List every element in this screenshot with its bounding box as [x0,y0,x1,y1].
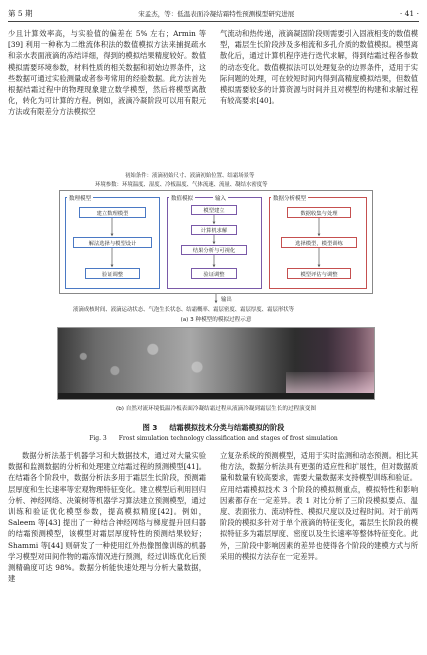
figure-3 [55,171,377,419]
figure-initial-conditions: 初始条件：液滴初始尺寸、液滴初始位置、结霜场景等 [125,173,255,179]
subcaption-a: (a) 3 种模型的模拟过程示意 [180,317,252,323]
numerical-sim-step-1: 模型建立 [191,205,237,215]
running-title: 宋孟杰，等：低温表面冷凝结霜特性预测模型研究进展 [138,10,295,18]
data-analysis-step-3: 模型评估与调整 [287,268,351,279]
figure-environment-params: 环境参数：环境温度、湿度、冷板温度、气体流速、流量、凝结水密度等 [95,182,268,188]
output-label: 输出 [221,297,232,303]
numerical-sim-step-3: 结果分析与可视化 [181,245,247,255]
issue-number: 第 5 期 [8,9,33,18]
numerical-sim-step-4: 验证调整 [191,268,237,279]
math-model-step-2: 解法选择与模型设计 [73,237,152,248]
body-text-bottom-left: 数据分析法基于机器学习和大数据技术，通过对大量实验数据和监测数据的分析和处理建立结霜过程的预测模型[41]。在结霜各个阶段中，数据分析法多用于霜层生长阶段，预测霜层厚度和生长速率等宏观物理特征变化。建立模型后利用回归分析、神经网络、决策树等机器学习算法建立预测模型，通过训练和验证优化模型参数，提高模拟精度[42]。例如，Saleem 等[43] 提出了一种结合神经网络与梯度提升回归器的结霜预测模型，该模型对霜层厚度特性的预测结果较好；Shammi 等[44] 则研发了一种使用红外热像图像训练的机器学习模型对田间作物的霜冻情况进行预测，经过训练优化后预测精确度可达 98%。数据分析能快速处理与分析大量数据，建 [8,451,206,584]
figure-caption-en-label: Fig. 3 [89,435,107,442]
frost-evolution-photo-strip [57,327,375,400]
figure-outputs: 液滴成核时间、液滴运动状态、气泡生长状态、结霜概率、霜层密度、霜层厚度、霜层形状等 [73,307,295,313]
figure-caption-label: 图 3 [142,423,158,432]
body-text-top-left: 少且计算效率高，与实验值的偏差在 5% 左右；Armin 等[39] 利用一种称为二维流体积法的数值模拟方法来捕捉疏水和亲水表面液滴的冻结详细，得到的模拟结果精度较好。数值模拟需要环境参数，材料性质的相关数据和初始边界条件，这些数据可通过实验测量或者参考常用的经验数据。此方法首先根据结霜过程中的物理现象建立数学模型，然后将模型离散化，转化为可计算的方程。例如，液滴冷凝阶段可以用有限元方法或有限差分方法模拟空 [8,29,206,117]
figure-caption [0,423,427,442]
math-model-step-1: 建立数理模型 [79,207,146,218]
body-text-top-right: 气流动和热传递，液滴凝固阶段则需要引入固液相变的数值模型，霜层生长阶段涉及多相流和多孔介质的数值模拟。模型离散化后，通过计算机程序进行迭代求解，得到结霜过程各参数的动态变化。数值模拟法可以处理复杂的边界条件，适用于实际问题的处理，可在较短时间内得到高精度模拟结果，但数值模拟需要较多的计算资源与时间并且对模型的构建和求解过程有较高要求[40]。 [220,29,418,106]
data-analysis-title: 数据分析模型 [273,196,307,202]
page-number: · 41 · [399,9,419,18]
subcaption-b: (b) 自然对流环境低温冷板表面冷凝结霜过程从液滴冷凝到霜层生长的过程演变图 [116,406,316,412]
figure-caption-en: Frost simulation technology classification and stages of frost simulation [118,435,338,442]
math-model-step-3: 验证调整 [85,268,140,279]
figure-caption-zh: 结霜模拟技术分类与结霜模拟的阶段 [169,423,285,432]
math-model-title: 数理模型 [69,196,92,202]
running-header [8,6,419,22]
numerical-sim-step-2: 计算机求解 [191,225,237,235]
numerical-sim-title: 数值模拟 [171,196,194,202]
cold-plate-edge [58,393,374,399]
data-analysis-step-2: 选择模型，模型训练 [281,237,357,248]
data-analysis-step-1: 数据收集与处理 [287,207,351,218]
body-text-bottom-right: 立复杂系统的预测模型，适用于实时监测和动态预测。相比其他方法，数据分析法具有更强的适应性和扩展性，但对数据质量和数量有较高要求，需要大量数据来支持模型训练和验证。 应用结霜模拟技术 3 个阶段的模拟侧重点，模拟特性和影响因素都存在一定差异。表 1 对比分析了三阶段模拟要点、温度、表面张力、流动特性、模拟尺度以及过程时间。对于前两阶段的模拟多针对于单个液滴的特征变化，霜层生长阶段的模拟特征多为霜层厚度、密度以及生长速率等整体特征变化。此外，三阶段中影响因素的差异也使得各个阶段的建模方式与所采用的模拟方法存在一定差异。 [220,451,418,561]
input-label: 输入 [215,196,227,202]
